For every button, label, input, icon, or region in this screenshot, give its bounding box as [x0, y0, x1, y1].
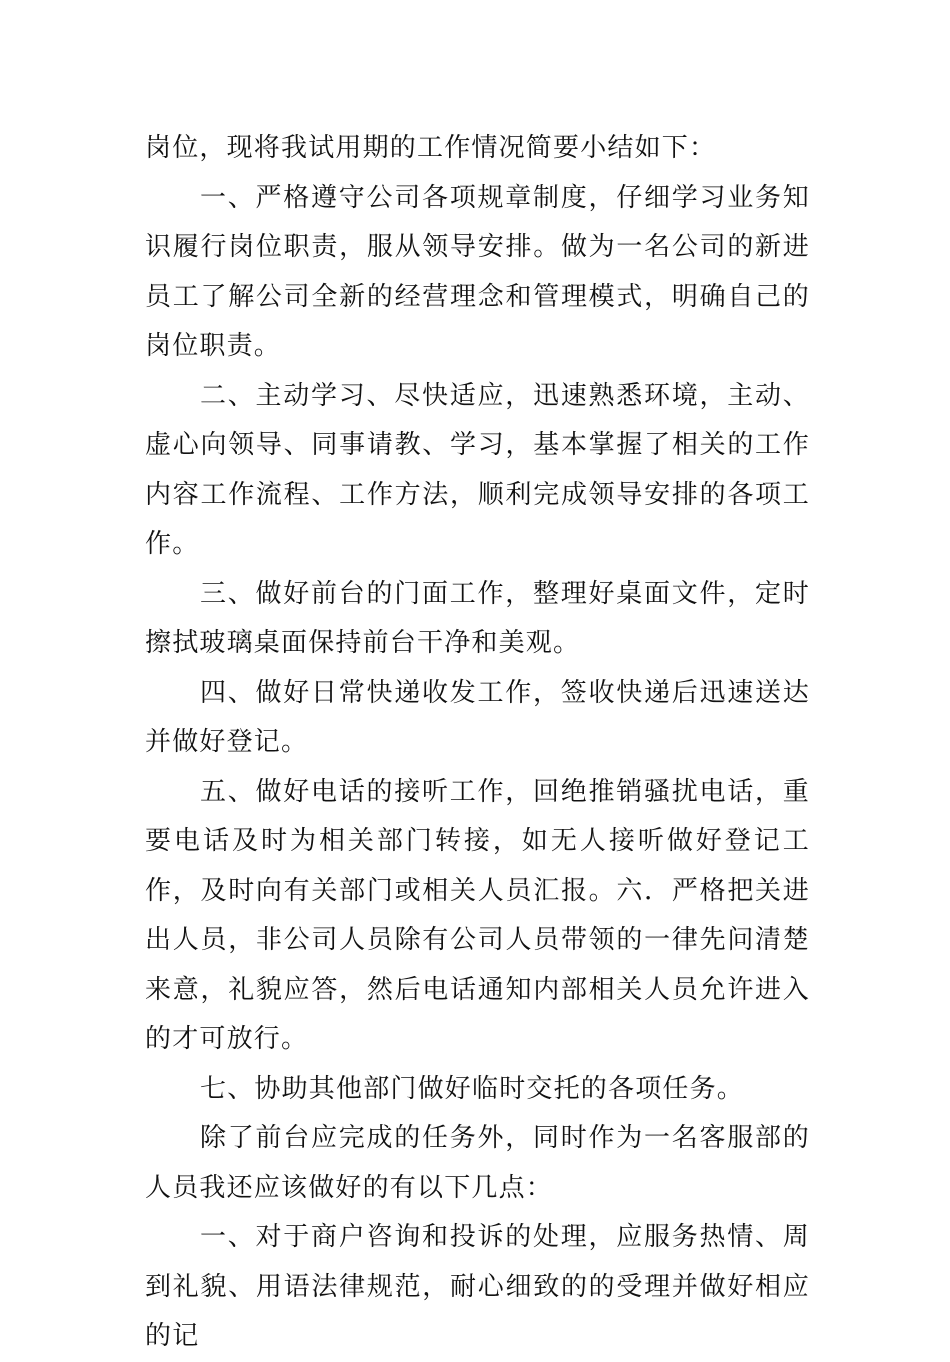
paragraph-1: 岗位，现将我试用期的工作情况简要小结如下： — [145, 133, 717, 163]
paragraph-6: 五、做好电话的接听工作，回绝推销骚扰电话，重要电话及时为相关部门转接，如无人接听做好登记工作，及时向有关部门或相关人员汇报。六．严格把关进出人员，非公司人员除有公司人员带领的一律先问清楚来意，礼貌应答，然后电话通知内部相关人员允许进入的才可放行。 — [145, 776, 810, 1054]
paragraph-7: 七、协助其他部门做好临时交托的各项任务。 — [200, 1073, 745, 1104]
paragraph-8: 除了前台应完成的任务外，同时作为一名客服部的人员我还应该做好的有以下几点： — [145, 1123, 810, 1203]
document-body — [145, 124, 810, 1362]
paragraph-5: 四、做好日常快递收发工作，签收快递后迅速送达并做好登记。 — [145, 677, 810, 757]
paragraph-4: 三、做好前台的门面工作，整理好桌面文件，定时擦拭玻璃桌面保持前台干净和美观。 — [145, 578, 810, 658]
paragraph-2: 一、严格遵守公司各项规章制度，仔细学习业务知识履行岗位职责，服从领导安排。做为一名公司的新进员工了解公司全新的经营理念和管理模式，明确自己的岗位职责。 — [145, 182, 810, 361]
paragraph-3: 二、主动学习、尽快适应，迅速熟悉环境，主动、虚心向领导、同事请教、学习，基本掌握了相关的工作内容工作流程、工作方法，顺利完成领导安排的各项工作。 — [145, 380, 810, 559]
paragraph-9: 一、对于商户咨询和投诉的处理，应服务热情、周到礼貌、用语法律规范，耐心细致的的受理并做好相应的记 — [145, 1222, 810, 1351]
